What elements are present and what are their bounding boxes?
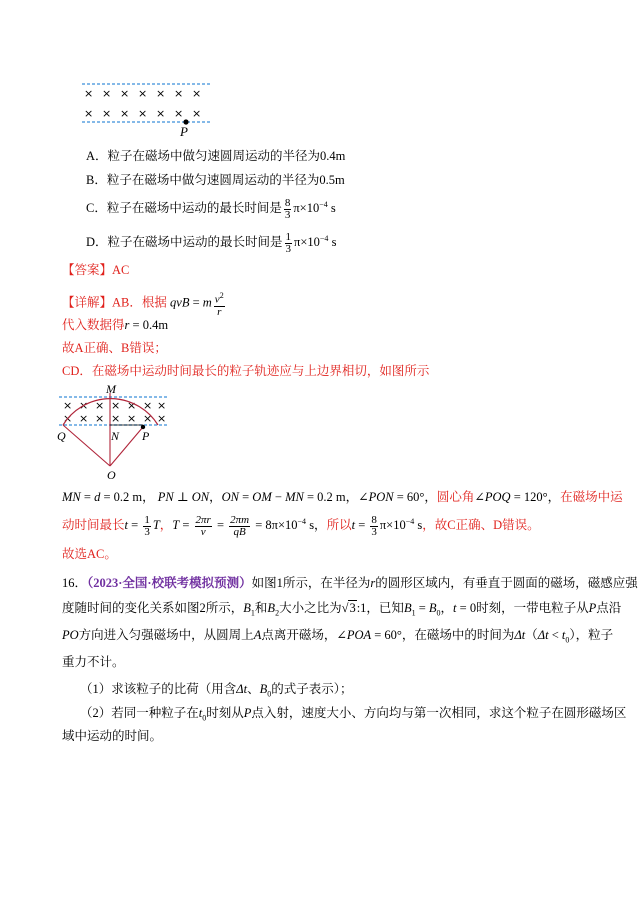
option-letter: C．	[86, 201, 107, 216]
detail-line-3: 故A正确、B错误；	[62, 341, 167, 355]
field-cross: ×	[84, 87, 94, 100]
field-cross: ×	[138, 87, 148, 100]
field-cross: ×	[174, 87, 184, 100]
fraction: $\frac{2\pi m}{qB}$	[230, 513, 250, 538]
fraction: $\frac{1}{3}$	[285, 230, 292, 255]
q16-subquestion-1: （1）求该粒子的比荷（用含Δt、$B_0$的式子表示）；	[80, 682, 353, 699]
field-cross: ×	[79, 399, 89, 412]
field-crosses	[63, 399, 166, 425]
field-cross: ×	[95, 412, 105, 425]
field-cross: ×	[102, 87, 112, 100]
field-cross: ×	[84, 107, 94, 120]
fraction: $\frac{8}{3}$	[284, 196, 291, 221]
field-cross: ×	[95, 399, 105, 412]
field-cross: ×	[156, 107, 166, 120]
q16-line-3: PO方向进入匀强磁场中，从圆周上A点离开磁场，∠POA = 60°，在磁场中的时间为$\Delta t(\Delta t < t_0)$，粒子	[62, 628, 614, 645]
field-cross: ×	[174, 107, 184, 120]
option-text: 粒子在磁场中运动的最长时间是	[106, 201, 282, 216]
answer-label: 【答案】	[62, 263, 113, 277]
magnetic-field-strip-diagram	[78, 78, 228, 138]
field-cross: ×	[192, 87, 202, 100]
field-cross: ×	[157, 412, 167, 425]
field-cross: ×	[63, 412, 73, 425]
option-letter: A．	[86, 149, 108, 163]
field-cross: ×	[143, 399, 153, 412]
q16-line-4: 重力不计。	[62, 655, 125, 669]
field-cross: ×	[127, 399, 137, 412]
detail-line-4: CD．在磁场中运动时间最长的粒子轨迹应与上边界相切，如图所示	[62, 364, 430, 378]
q16-line-2: 度随时间的变化关系如图2所示，$B_1$和$B_2$大小之比为√3:1，已知$B_1 = B_0$，t = 0时刻，一带电粒子从P点沿	[62, 601, 622, 618]
question-source-tag: （2023·全国·校联考模拟预测）	[87, 576, 252, 590]
radius-oq	[63, 425, 110, 466]
calc-line-2: 动时间最长t = $\frac{1}{3}$ T，T = $\frac{2\pi r}{v}$ = $\frac{2\pi m}{qB}$ = $8\pi\times 10^{-4}$ s，所以t = $\frac{8}{3}$ $\pi\times 10^{-4}$ s，故C正确、D错误。	[62, 513, 540, 538]
calc-line-1: MN = d = 0.2 m， PN ⊥ ON，ON = OM − MN = 0.2 m，∠PON = 60°，圆心角∠POQ = 120°，在磁场中运	[62, 490, 623, 504]
field-cross: ×	[63, 399, 73, 412]
fraction: $\frac{8}{3}$	[371, 513, 377, 538]
field-cross: ×	[157, 399, 167, 412]
point-q-label: Q	[57, 429, 66, 443]
field-cross: ×	[102, 107, 112, 120]
option-d: D．粒子在磁场中运动的最长时间是 $\frac{1}{3}$ $\pi\times 10^{-4}$ s	[86, 230, 337, 255]
option-text: 粒子在磁场中做匀速圆周运动的半径为0.4m	[107, 149, 346, 163]
q16-subquestion-2-cont: 域中运动的时间。	[62, 729, 163, 743]
point-p-label: P	[180, 124, 188, 138]
field-cross: ×	[120, 107, 130, 120]
fraction: $\frac{2\pi r}{v}$	[195, 513, 211, 538]
point-p-label: P	[142, 429, 150, 443]
q16-line-1: 16．（2023·全国·校联考模拟预测）如图1所示，在半径为r的圆形区域内，有垂直于圆面的磁场，磁感应强	[62, 576, 638, 590]
option-b	[86, 172, 345, 188]
field-cross: ×	[79, 412, 89, 425]
option-a	[86, 148, 345, 164]
field-cross: ×	[192, 107, 202, 120]
point-n-label: N	[111, 429, 120, 443]
option-c: C．粒子在磁场中运动的最长时间是 $\frac{8}{3}$ $\pi\times 10^{-4}$ s	[86, 196, 336, 221]
q16-subquestion-2: （2）若同一种粒子在$t_0$时刻从P点入射，速度大小、方向均与第一次相同，求这个粒子在圆形磁场区	[80, 706, 627, 723]
field-cross: ×	[111, 399, 121, 412]
point-m-label: M	[106, 383, 116, 396]
answer-line	[62, 262, 129, 278]
option-text: 粒子在磁场中做匀速圆周运动的半径为0.5m	[106, 173, 345, 187]
conclusion: 故选AC。	[62, 547, 117, 561]
option-letter: D．	[86, 235, 108, 250]
detail-line-1: 【详解】AB．根据 qvB = m $\frac{v^2}{r}$	[62, 291, 224, 318]
field-cross: ×	[111, 412, 121, 425]
point-o-label: O	[107, 468, 116, 482]
field-cross: ×	[127, 412, 137, 425]
answer-value: AC	[112, 263, 130, 277]
field-cross: ×	[138, 107, 148, 120]
question-number: 16．	[62, 576, 88, 590]
option-letter: B．	[86, 173, 107, 187]
field-cross: ×	[120, 87, 130, 100]
option-text: 粒子在磁场中运动的最长时间是	[107, 235, 283, 250]
fraction: $\frac{v^2}{r}$	[214, 291, 224, 318]
field-crosses	[84, 87, 201, 120]
field-cross: ×	[156, 87, 166, 100]
detail-line-2: 代入数据得r = 0.4m	[62, 318, 169, 332]
fraction: $\frac{1}{3}$	[144, 513, 150, 538]
field-cross: ×	[143, 412, 153, 425]
trajectory-diagram	[55, 383, 185, 483]
